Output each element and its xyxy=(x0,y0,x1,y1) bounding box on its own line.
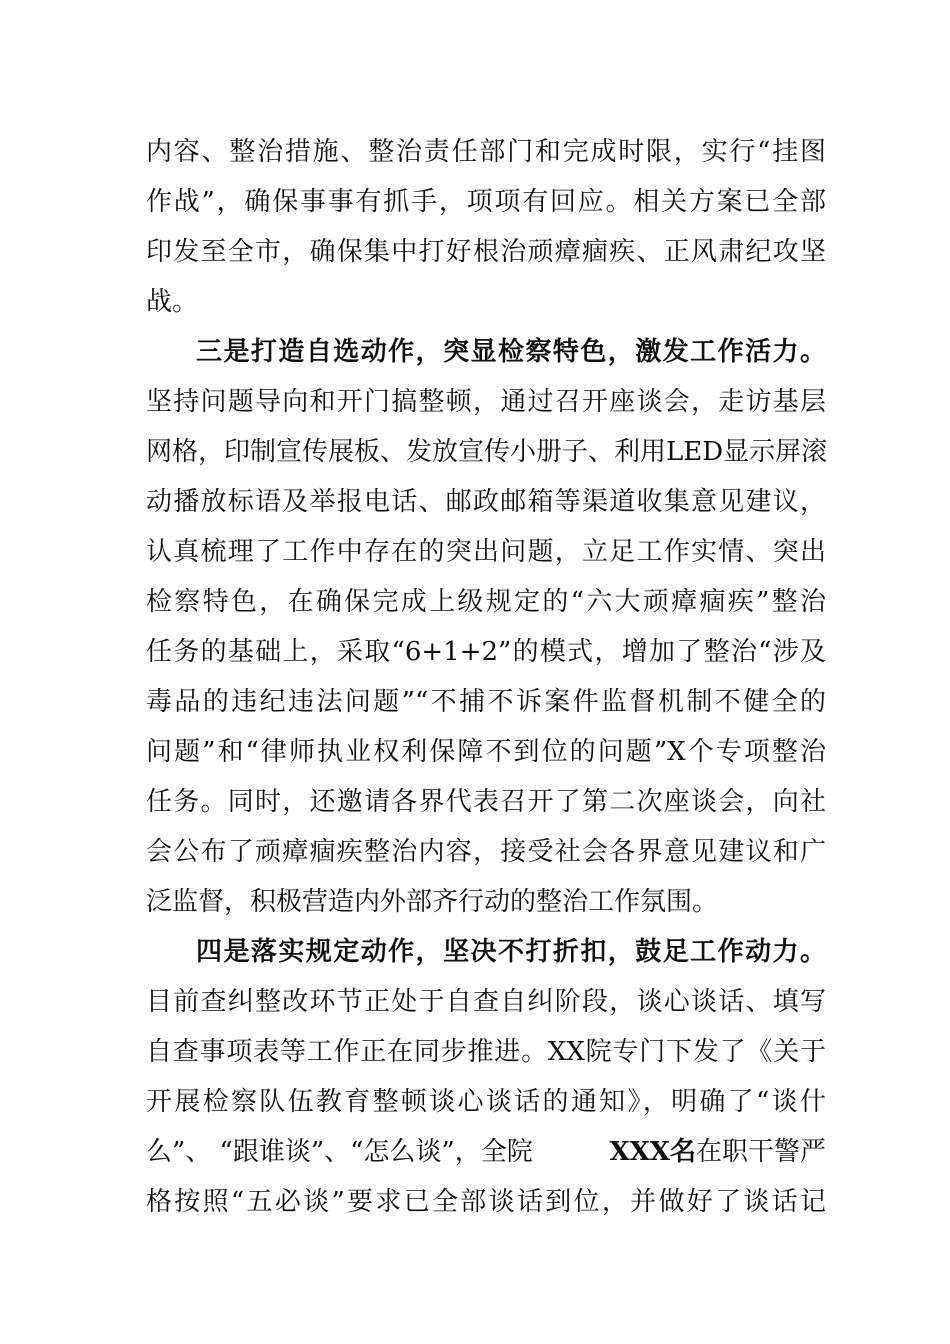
body-text-line: 内容、整治措施、整治责任部门和完成时限，实行“挂图 xyxy=(146,137,826,167)
body-text-line: 任务的基础上，采取“6+1+2”的模式，增加了整治“涉及 xyxy=(146,637,826,667)
line-segment: 在职干警严 xyxy=(695,1137,826,1167)
section-heading-4: 四是落实规定动作，坚决不打折扣，鼓足工作动力。 xyxy=(196,937,826,967)
section-heading-3: 三是打造自选动作，突显检察特色，激发工作活力。 xyxy=(196,337,826,367)
body-text-line: 问题”和“律师执业权利保障不到位的问题”X个专项整治 xyxy=(146,737,826,767)
body-text-line: 自查事项表等工作正在同步推进。XX院专门下发了《关于 xyxy=(146,1037,826,1067)
body-text-line: 目前查纠整改环节正处于自查自纠阶段，谈心谈话、填写 xyxy=(146,987,826,1017)
body-text-line: 印发至全市，确保集中打好根治顽瘴痼疾、正风肃纪攻坚 xyxy=(146,237,826,267)
body-text-line: 格按照“五必谈”要求已全部谈话到位，并做好了谈话记 xyxy=(146,1187,826,1217)
body-text-line: 会公布了顽瘴痼疾整治内容，接受社会各界意见建议和广 xyxy=(146,837,826,867)
body-text-line: 毒品的违纪违法问题”“不捕不诉案件监督机制不健全的 xyxy=(146,687,826,717)
body-text-line: 作战”，确保事事有抓手，项项有回应。相关方案已全部 xyxy=(146,187,826,217)
body-text-line: 战。 xyxy=(146,287,199,317)
body-text-line: 坚持问题导向和开门搞整顿，通过召开座谈会，走访基层 xyxy=(146,387,826,417)
body-text-line: 任务。同时，还邀请各界代表召开了第二次座谈会，向社 xyxy=(146,787,826,817)
body-text-line: 泛监督，积极营造内外部齐行动的整治工作氛围。 xyxy=(146,887,719,917)
body-text-line: 开展检察队伍教育整顿谈心谈话的通知》，明确了“谈什 xyxy=(146,1087,826,1117)
body-text-line: 检察特色，在确保完成上级规定的“六大顽瘴痼疾”整治 xyxy=(146,587,826,617)
line-segment: 么”、 “跟谁谈”、“怎么谈”，全院 xyxy=(146,1137,533,1167)
body-text-line: 网格，印制宣传展板、发放宣传小册子、利用LED显示屏滚 xyxy=(146,437,828,467)
body-text-line xyxy=(146,1132,826,1172)
line-segment-bold: XXX名 xyxy=(609,1137,696,1167)
body-text-line: 动播放标语及举报电话、邮政邮箱等渠道收集意见建议， xyxy=(146,487,826,517)
body-text-line: 认真梳理了工作中存在的突出问题，立足工作实情、突出 xyxy=(146,537,826,567)
